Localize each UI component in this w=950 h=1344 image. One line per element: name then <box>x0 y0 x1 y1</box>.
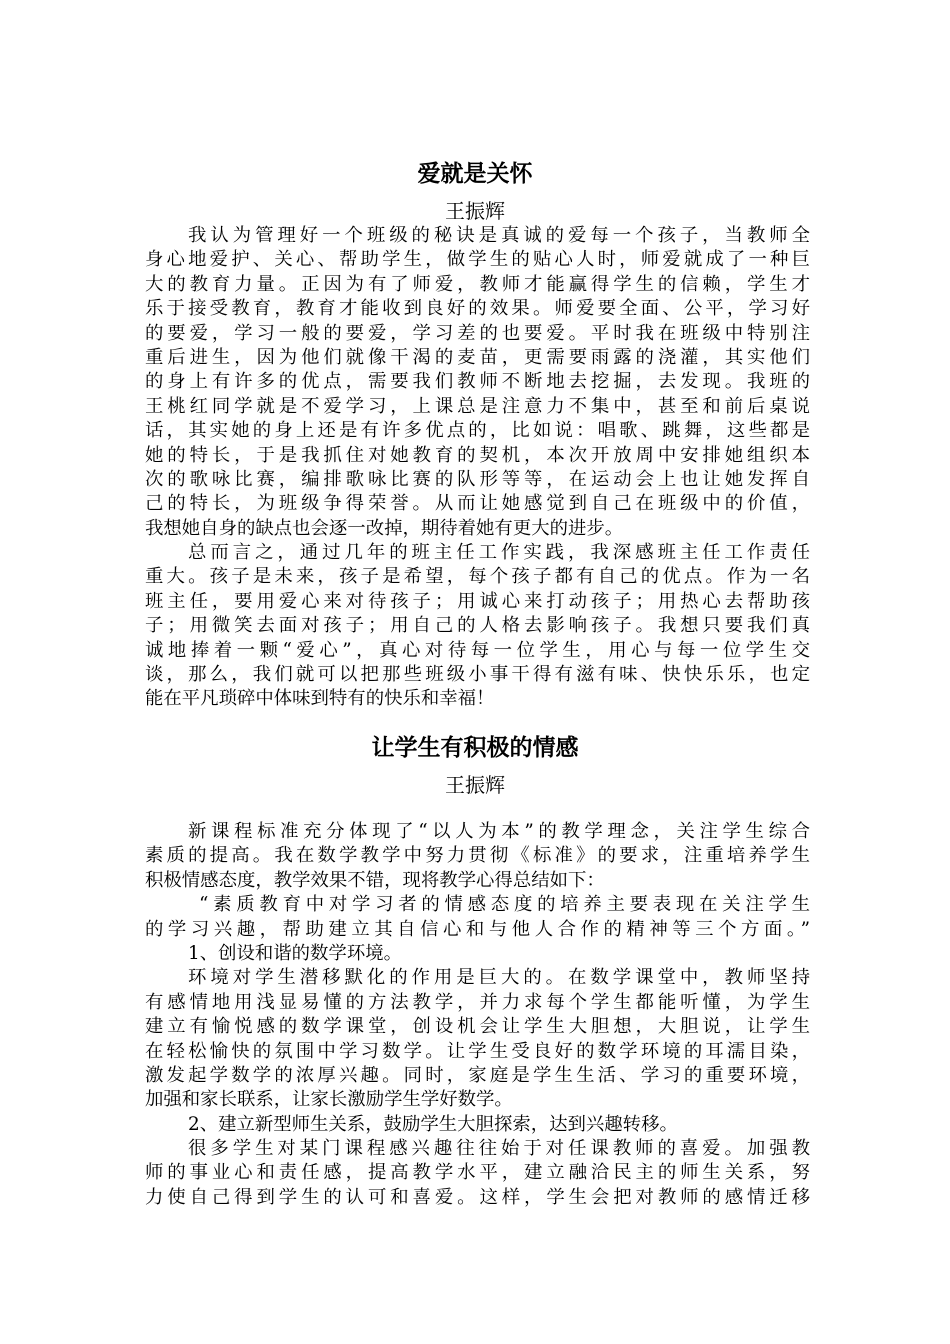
article1-line: 王桃红同学就是不爱学习，上课总是注意力不集中，甚至和前后桌说 <box>145 395 810 417</box>
article2-line: 力使自己得到学生的认可和喜爱。这样，学生会把对教师的感情迁移 <box>145 1186 810 1208</box>
article1-line: 身心地爱护、关心、帮助学生，做学生的贴心人时，师爱就成了一种巨 <box>145 249 810 271</box>
article1-line: 次的歌咏比赛，编排歌咏比赛的队形等等，在运动会上也让她发挥自 <box>145 468 810 490</box>
article2-body <box>145 820 810 1210</box>
article1-line: 我想她自身的缺点也会逐一改掉，期待着她有更大的进步。 <box>145 517 624 539</box>
article1-line: 子；用微笑去面对孩子；用自己的人格去影响孩子。我想只要我们真 <box>145 615 810 637</box>
article2-line: 建立有愉悦感的数学课堂，创设机会让学生大胆想，大胆说，让学生 <box>145 1016 810 1038</box>
article2-line: 环境对学生潜移默化的作用是巨大的。在数学课堂中，教师坚持 <box>188 967 810 989</box>
article2-line: 积极情感态度，教学效果不错，现将教学心得总结如下： <box>145 869 605 891</box>
article2-line: “素质教育中对学习者的情感态度的培养主要表现在关注学生 <box>199 894 810 916</box>
article2-line: 1、创设和谐的数学环境。 <box>188 942 402 964</box>
article1-line: 的身上有许多的优点，需要我们教师不断地去挖掘，去发现。我班的 <box>145 371 810 393</box>
article2-line: 的学习兴趣，帮助建立其自信心和与他人合作的精神等三个方面。” <box>145 918 810 940</box>
article1-title: 爱就是关怀 <box>417 161 533 187</box>
article2-author: 王振辉 <box>445 773 505 797</box>
article1-line: 乐于接受教育，教育才能收到良好的效果。师爱要全面、公平，学习好 <box>145 298 810 320</box>
article2-line: 2、建立新型师生关系，鼓励学生大胆探索，达到兴趣转移。 <box>188 1113 678 1135</box>
article2-line: 有感情地用浅显易懂的方法教学，并力求每个学生都能听懂，为学生 <box>145 991 810 1013</box>
article1-line: 己的特长，为班级争得荣誉。从而让她感觉到自己在班级中的价值， <box>145 493 810 515</box>
article2-line: 新课程标准充分体现了“以人为本”的教学理念，关注学生综合 <box>188 821 810 842</box>
article2-line: 师的事业心和责任感，提高教学水平，建立融洽民主的师生关系，努 <box>145 1162 810 1184</box>
article2-line: 激发起学数学的浓厚兴趣。同时，家庭是学生生活、学习的重要环境， <box>145 1064 810 1086</box>
article1-line: 的要爱，学习一般的要爱，学习差的也要爱。平时我在班级中特别注 <box>145 322 810 344</box>
article1-line: 谈，那么，我们就可以把那些班级小事干得有滋有味、快快乐乐，也定 <box>145 664 810 686</box>
article1-line: 话，其实她的身上还是有许多优点的，比如说：唱歌、跳舞，这些都是 <box>145 420 810 442</box>
article1-line: 诚地捧着一颗“爱心”，真心对待每一位学生，用心与每一位学生交 <box>145 639 810 661</box>
article1-line: 大的教育力量。正因为有了师爱，教师才能赢得学生的信赖，学生才 <box>145 273 810 295</box>
article1-body <box>145 224 810 712</box>
article1-line: 重大。孩子是未来，孩子是希望，每个孩子都有自己的优点。作为一名 <box>145 566 810 588</box>
article1-line: 我认为管理好一个班级的秘诀是真诚的爱每一个孩子，当教师全 <box>188 225 810 246</box>
article1-line: 她的特长，于是我抓住对她教育的契机，本次开放周中安排她组织本 <box>145 444 810 466</box>
article1-author: 王振辉 <box>445 199 505 223</box>
article1-line: 重后进生，因为他们就像干渴的麦苗，更需要雨露的浇灌，其实他们 <box>145 346 810 368</box>
article1-line: 班主任，要用爱心来对待孩子；用诚心来打动孩子；用热心去帮助孩 <box>145 590 810 612</box>
article2-line: 加强和家长联系，让家长激励学生学好数学。 <box>145 1089 513 1111</box>
article1-line: 总而言之，通过几年的班主任工作实践，我深感班主任工作责任 <box>188 542 810 564</box>
article1-line: 能在平凡琐碎中体味到特有的快乐和幸福！ <box>145 688 495 710</box>
article2-title: 让学生有积极的情感 <box>371 735 579 761</box>
article2-line: 素质的提高。我在数学教学中努力贯彻《标准》的要求，注重培养学生 <box>145 845 810 867</box>
article2-line: 很多学生对某门课程感兴趣往往始于对任课教师的喜爱。加强教 <box>188 1138 810 1160</box>
article2-line: 在轻松愉快的氛围中学习数学。让学生受良好的数学环境的耳濡目染， <box>145 1040 810 1062</box>
